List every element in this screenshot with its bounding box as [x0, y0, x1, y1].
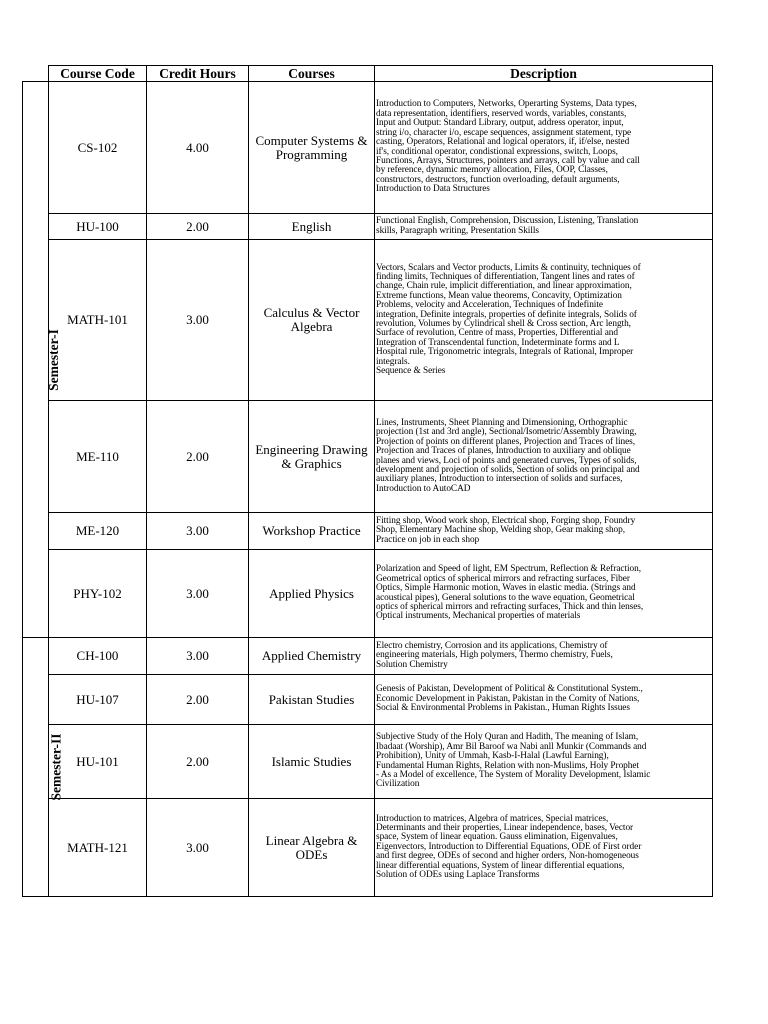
table-row — [23, 675, 713, 725]
credit-hours-cell — [147, 82, 249, 214]
course-name-text: Applied Chemistry — [261, 648, 362, 663]
course-code-cell — [49, 82, 147, 214]
description-cell — [375, 725, 713, 799]
course-code-cell — [49, 240, 147, 401]
description-text: Subjective Study of the Holy Quran and Hadith, The meaning of Islam, Ibadaat (Worship), Amr Bil Baroof wa Nabi anll Munkir (Commands and Prohibition), Unity of Ummah, Kasb-I-Halal (Lawful Earning), Fundamental Human Rights, Relation with non-Muslims, Holy Prophet - As a Model of excellence, The System of Morality Development, Islamic Civilization — [376, 732, 651, 790]
credit-hours-text: 3.00 — [186, 648, 209, 663]
credit-hours-cell — [147, 799, 249, 897]
course-name-cell — [249, 401, 375, 513]
credit-hours-cell — [147, 725, 249, 799]
course-name-text: Calculus & Vector Algebra — [263, 305, 360, 334]
header-description: Description — [375, 66, 713, 82]
credit-hours-text: 3.00 — [186, 839, 209, 855]
description-text: Introduction to Computers, Networks, Operarting Systems, Data types, data representation, identifiers, reserved words, variables, constants, Input and Output: Standard Library, output, address operator, input, string i/o, character i/o, escape sequences, assignment statement, type casting, Operators, Relational and logical operators, if, if/else, nested if's, conditional operator, condistional expressions, switch, Loops, Functions, Arrays, Structures, pointers and arrays, call by value and call by reference, dynamic memory allocation, Files, OOP, Classes, constructors, destructors, function overloading, default arguments, Introduction to Data Structures — [376, 99, 640, 195]
course-code-text: HU-107 — [76, 691, 119, 707]
credit-hours-cell — [147, 638, 249, 675]
header-row — [23, 66, 713, 82]
course-name-text: English — [291, 218, 332, 234]
table-row — [23, 725, 713, 799]
course-name-cell — [249, 214, 375, 240]
table-row — [23, 550, 713, 638]
semester-label: Semester-II — [48, 733, 64, 801]
course-name-cell — [249, 725, 375, 799]
description-cell — [375, 82, 713, 214]
credit-hours-text: 2.00 — [186, 218, 209, 234]
description-text: Lines, Instruments, Sheet Planning and Dimensioning, Orthographic projection (1st and 3rd angle), Sectional/Isometric/Assembly Drawing, Projection of points on different planes, Projection and Traces of lines, Projection and Traces of planes, Introduction to auxiliary and oblique planes and views, Loci of points and generated curves, Types of solids, development and projection of solids, Section of solids on principal and auxiliary planes, Introduction to intersection of solids and surfaces, Introduction to AutoCAD — [376, 417, 640, 494]
description-text: Functional English, Comprehension, Discussion, Listening, Translation skills, Paragraph writing, Presentation Skills — [376, 216, 639, 236]
description-text: Polarization and Speed of light, EM Spectrum, Reflection & Refraction, Geometrical optics of spherical mirrors and refracting surfaces, Fiber Optics, Simple Harmonic motion, Waves in elastic media. (Strings and acoustical pipes), General solutions to the wave equation, Geometrical optics of spherical mirrors and refracting surfaces, Thick and thin lenses, Optical instruments, Mechanical properties of materials — [376, 564, 644, 622]
course-name-cell — [249, 638, 375, 675]
course-name-text: Pakistan Studies — [268, 691, 355, 707]
description-cell — [375, 513, 713, 550]
semester-cell — [23, 638, 64, 897]
table-row — [23, 638, 713, 675]
credit-hours-text: 2.00 — [186, 448, 209, 464]
course-name-text: Workshop Practice — [262, 523, 361, 538]
description-cell — [375, 550, 713, 638]
description-text: Fitting shop, Wood work shop, Electrical shop, Forging shop, Foundry Shop, Elementary Machine shop, Welding shop, Gear making shop, Practice on job in each shop — [376, 515, 636, 545]
course-code-text: ME-110 — [76, 448, 119, 464]
course-name-text: Engineering Drawing & Graphics — [255, 441, 368, 471]
description-cell — [375, 240, 713, 401]
credit-hours-text: 2.00 — [186, 691, 209, 707]
course-name-cell — [249, 82, 375, 214]
course-code-cell — [49, 214, 147, 240]
table-row — [23, 82, 713, 214]
course-name-text: Linear Algebra & ODEs — [265, 832, 358, 862]
description-text: Electro chemistry, Corrosion and its applications, Chemistry of engineering materials, High polymers, Thermo chemistry, Fuels, Solution Chemistry — [376, 640, 613, 670]
description-text: Introduction to matrices, Algebra of matrices, Special matrices, Determinants and their properties, Linear independence, bases, Vector space, System of linear equation. Gauss elimination, Eigenvalues, Eigenvectors, Introduction to Differential Equations, ODE of First order and first degree, ODEs of second and higher orders, Non-homogeneous linear differential equations, System of linear differential equations, Solution of ODEs using Laplace Transforms — [376, 813, 642, 881]
header-credit-hours: Credit Hours — [147, 66, 249, 82]
header-courses: Courses — [249, 66, 375, 82]
course-name-text: Computer Systems & Programming — [255, 132, 368, 162]
course-name-text: Applied Physics — [269, 585, 354, 601]
credit-hours-cell — [147, 513, 249, 550]
course-code-text: CS-102 — [77, 139, 118, 155]
semester-label: Semester-I — [45, 328, 61, 391]
course-code-cell — [49, 638, 147, 675]
credit-hours-cell — [147, 401, 249, 513]
credit-hours-cell — [147, 550, 249, 638]
table-row — [23, 401, 713, 513]
course-name-cell — [249, 799, 375, 897]
description-cell — [375, 638, 713, 675]
credit-hours-cell — [147, 675, 249, 725]
header-course-code: Course Code — [49, 66, 147, 82]
credit-hours-cell — [147, 240, 249, 401]
credit-hours-text: 3.00 — [186, 585, 209, 601]
course-code-cell — [49, 401, 147, 513]
credit-hours-cell — [147, 214, 249, 240]
course-code-cell — [49, 550, 147, 638]
description-cell — [375, 214, 713, 240]
course-code-text: ME-120 — [75, 523, 120, 538]
course-name-cell — [249, 513, 375, 550]
course-code-cell — [49, 675, 147, 725]
table-row — [23, 799, 713, 897]
semester-cell — [23, 82, 61, 638]
description-cell — [375, 675, 713, 725]
description-cell — [375, 401, 713, 513]
blank-corner-cell — [23, 66, 49, 82]
description-cell — [375, 799, 713, 897]
course-code-cell — [49, 799, 147, 897]
table-row — [23, 214, 713, 240]
course-code-text: HU-101 — [76, 753, 119, 769]
course-code-text: MATH-101 — [67, 312, 128, 327]
table-row — [23, 513, 713, 550]
credit-hours-text: 2.00 — [186, 753, 209, 769]
course-code-cell — [49, 513, 147, 550]
description-text: Genesis of Pakistan, Development of Political & Constitutional System., Economic Development in Pakistan, Pakistan in the Comity of Nations, Social & Environmental Problems in Pakistan., Human Rights Issues — [376, 684, 643, 714]
course-code-text: CH-100 — [76, 648, 119, 663]
course-code-text: PHY-102 — [73, 585, 122, 601]
course-name-cell — [249, 675, 375, 725]
course-code-text: MATH-121 — [67, 839, 128, 855]
curriculum-table — [22, 65, 713, 897]
course-code-text: HU-100 — [76, 218, 119, 234]
table-row — [23, 240, 713, 401]
table-body — [23, 82, 713, 897]
credit-hours-text: 4.00 — [186, 139, 209, 155]
description-text: Vectors, Scalars and Vector products, Limits & continuity, techniques of finding limits, Techniques of differentiation, Tangent lines and rates of change, Chain rule, implicit differentiation, and linear approximation, Extreme functions, Mean value theorems, Concavity, Optimization Problems, velocity and Acceleration, Techniques of Indefinite integration, Definite integrals, properties of definite integrals, Solids of revolution, Volumes by Cylindrical shell & Cross section, Arc length, Surface of revolution, Centre of mass, Properties, Differential and Integration of Transcendental function, Indeterminate forms and L Hospital rule, Trigonometric integrals, Integrals of Rational, Improper integrals. Sequence & Series — [376, 262, 641, 377]
credit-hours-text: 3.00 — [186, 312, 209, 327]
credit-hours-text: 3.00 — [186, 523, 209, 538]
course-name-cell — [249, 550, 375, 638]
course-name-cell — [249, 240, 375, 401]
course-name-text: Islamic Studies — [271, 753, 352, 769]
